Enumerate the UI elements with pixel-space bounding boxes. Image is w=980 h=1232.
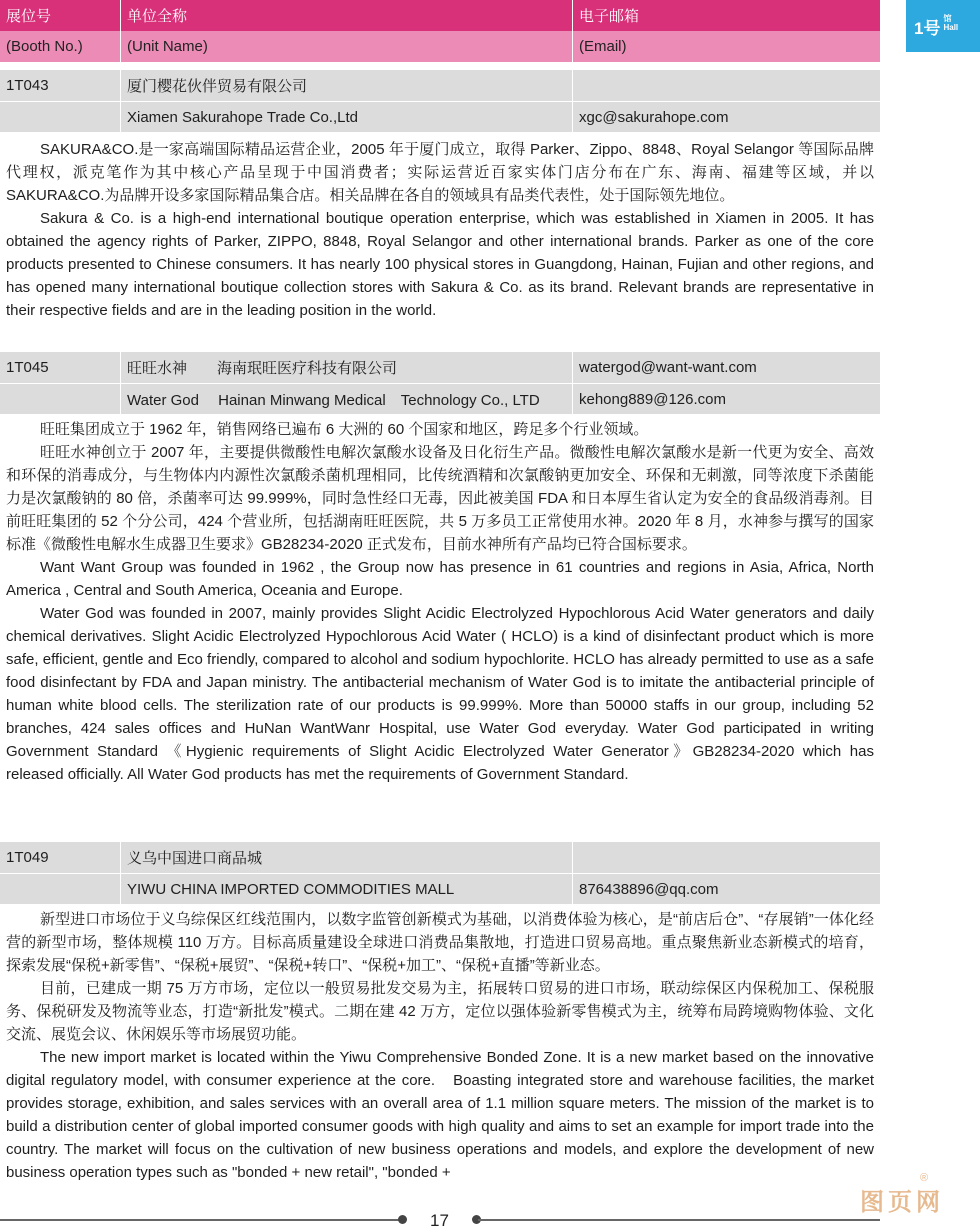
company-name-cn: 旺旺水神 海南珉旺医疗科技有限公司 <box>120 352 572 383</box>
page-number: 17 <box>430 1211 449 1230</box>
entry-row <box>0 842 880 873</box>
email[interactable]: 876438896@qq.com <box>572 874 880 904</box>
booth-number: 1T049 <box>6 849 49 866</box>
footer-divider-right <box>478 1219 880 1221</box>
header-row-en <box>0 31 880 62</box>
email[interactable]: kehong889@126.com <box>572 384 880 414</box>
entry-row <box>0 383 880 414</box>
description-en: The new import market is located within the Yiwu Comprehensive Bonded Zone. It is a new market based on the innovative digital regulatory model, with consumer experience at the core. Boasting integrated store and warehouse facilities, the market provides storage, exhibition, and sales services with an overall area of 1.1 million square meters. The mission of the market is to build a distribution center of global imported consumer goods with high quality and aims to set an example for import trade into the country. The market will focus on the cultivation of new business operations and models, and explore the development of new business operation types such as "bonded + new retail", "bonded + <box>6 1049 874 1181</box>
company-name-cn: 义乌中国进口商品城 <box>120 842 572 873</box>
description-cn: 旺旺集团成立于 1962 年，销售网络已遍布 6 大洲的 60 个国家和地区，跨足多个行业领域。 <box>40 421 649 438</box>
description-en: Want Want Group was founded in 1962 , the Group now has presence in 61 countries and regions in Asia, Africa, North America , Central and South America, Oceania and Europe. <box>6 559 874 599</box>
email <box>572 70 880 101</box>
header-row-cn <box>0 0 880 31</box>
booth-number: 1T045 <box>6 359 49 376</box>
hall-tab <box>906 0 980 52</box>
hall-label: 1号 <box>914 19 941 38</box>
description-en: Sakura & Co. is a high-end international boutique operation enterprise, which was established in Xiamen in 2005. It has obtained the agency rights of Parker, ZIPPO, 8848, Royal Selangor and other international brands. Parker as one of the core products presented to Chinese consumers. It has nearly 100 physical stores in Guangdong, Hainan, Fujian and other regions, and has opened many international boutique collection stores with Sakura & Co. as its brand. Relevant brands are representative in their respective fields and are in the leading position in the world. <box>6 210 874 319</box>
watermark-registered: ® <box>920 1172 929 1184</box>
entry-row <box>0 70 880 101</box>
company-name-en: Xiamen Sakurahope Trade Co.,Ltd <box>120 102 572 132</box>
booth-number: 1T043 <box>6 77 49 94</box>
company-name-cn: 厦门樱花伙伴贸易有限公司 <box>120 70 572 101</box>
entry-row <box>0 352 880 383</box>
hall-small: 馆 Hall <box>943 14 959 32</box>
booth-header-en: (Booth No.) <box>6 38 83 55</box>
exhibitor-entry <box>0 352 880 786</box>
footer-divider-left <box>0 1219 400 1221</box>
watermark: 图页网 <box>860 1189 944 1216</box>
table-header <box>0 0 880 62</box>
company-name-en: Water God Hainan Minwang Medical Technology Co., LTD <box>120 384 572 414</box>
email <box>572 842 880 873</box>
company-name-en: YIWU CHINA IMPORTED COMMODITIES MALL <box>120 874 572 904</box>
entry-row <box>0 873 880 904</box>
unit-header-en: (Unit Name) <box>120 31 572 62</box>
entry-row <box>0 101 880 132</box>
email-header-en: (Email) <box>572 31 880 62</box>
description-cn: 旺旺水神创立于 2007 年，主要提供微酸性电解次氯酸水设备及日化衍生产品。微酸性电解次氯酸水是新一代更为安全、高效和环保的消毒成分，与生物体内内源性次氯酸杀菌机理相同，比传统酒精和次氯酸钠更加安全、环保和无刺激，同等浓度下杀菌能力是次氯酸钠的 80 倍，杀菌率可达 99.999%，同时急性经口无毒，因此被美国 FDA 和日本厚生省认定为安全的食品级消毒剂。目前旺旺集团的 52 个分公司，424 个营业所，包括湖南旺旺医院，共 5 万多员工正常使用水神。2020 年 8 月，水神参与撰写的国家标准《微酸性电解水生成器卫生要求》GB28234-2020 正式发布，目前水神所有产品均已符合国标要求。 <box>6 444 874 553</box>
exhibitor-entry <box>0 70 880 322</box>
email[interactable]: xgc@sakurahope.com <box>572 102 880 132</box>
booth-header: 展位号 <box>6 8 52 25</box>
description-cn: SAKURA&CO.是一家高端国际精品运营企业，2005 年于厦门成立，取得 Parker、Zippo、8848、Royal Selangor 等国际品牌代理权，派克笔作为其中核心产品呈现于中国消费者；实际运营近百家实体门店分布在广东、海南、福建等区域，并以 SAKURA&CO.为品牌开设多家国际精品集合店。相关品牌在各自的领域具有品类代表性，处于国际领先地位。 <box>6 141 874 204</box>
description-cn: 新型进口市场位于义乌综保区红线范围内，以数字监管创新模式为基础，以消费体验为核心，是“前店后仓”、“存展销”一体化经营的新型市场，整体规模 110 万方。目标高质量建设全球进口消费品集散地，打造进口贸易高地。重点聚焦新业态新模式的培育，探索发展“保税+新零售”、“保税+展贸”、“保税+转口”、“保税+加工”、“保税+直播”等新业态。 <box>6 911 874 974</box>
description-en: Water God was founded in 2007, mainly provides Slight Acidic Electrolyzed Hypochlorous Acid Water generators and daily chemical derivatives. Slight Acidic Electrolyzed Hypochlorous Acid Water ( HCLO) is a kind of disinfectant product which is more safe, efficient, gentle and Eco friendly, compared to alcohol and sodium hypochlorite. HCLO has already permitted to use as a safe food disinfectant by FDA and Japan ministry. The antibacterial mechanism of Water God is to imitate the antibacterial principle of human white blood cells. The sterilization rate of our products is 99.999%. More than 50000 staffs in our group, including 52 branches, 424 sales offices and HuNan WantWanr Hospital, use Water God everyday. Water God participated in writing Government Standard 《Hygienic requirements of Slight Acidic Electrolyzed Water Generator》GB28234-2020 which has released officially. All Water God products has met the requirements of Government Standard. <box>6 605 874 783</box>
unit-header: 单位全称 <box>120 0 572 31</box>
exhibitor-entry <box>0 842 880 1184</box>
footer-dot-left <box>398 1215 407 1224</box>
email[interactable]: watergod@want-want.com <box>572 352 880 383</box>
email-header: 电子邮箱 <box>572 0 880 31</box>
description-cn: 目前，已建成一期 75 万方市场，定位以一般贸易批发交易为主，拓展转口贸易的进口市场，联动综保区内保税加工、保税服务、保税研发及物流等业态，打造“新批发”模式。二期在建 42 万方，定位以强体验新零售模式为主，统筹布局跨境购物体验、文化交流、展览会议、休闲娱乐等市场展贸功能。 <box>6 980 874 1043</box>
